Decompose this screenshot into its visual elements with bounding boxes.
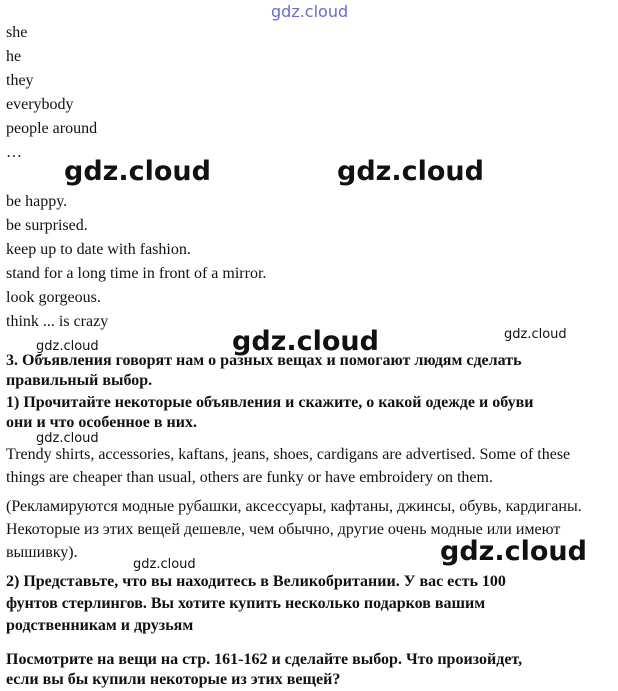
task3-subtask-3: Посмотрите на вещи на стр. 161-162 и сделайте выбор. Что произойдет, bbox=[6, 651, 523, 668]
watermark-big: gdz.cloud bbox=[232, 326, 379, 357]
phrase-item: think ... is crazy bbox=[6, 313, 109, 330]
watermark-small: gdz.cloud bbox=[36, 431, 99, 446]
watermark-small: gdz.cloud bbox=[36, 339, 99, 354]
watermark-small: gdz.cloud bbox=[133, 557, 196, 572]
task3-subtask-3: если вы бы купили некоторые из этих вещей? bbox=[6, 671, 341, 688]
phrase-item: look gorgeous. bbox=[6, 289, 101, 306]
watermark-big: gdz.cloud bbox=[440, 536, 587, 567]
task3-subtask-1: они и что особенное в них. bbox=[6, 414, 197, 431]
task3-subtask-2: фунтов стерлингов. Вы хотите купить несколько подарков вашим bbox=[6, 595, 486, 612]
phrase-item: be happy. bbox=[6, 193, 68, 210]
answer-russian: (Рекламируются модные рубашки, аксессуары, кафтаны, джинсы, обувь, кардиганы. Некоторые из этих вещей дешевле, чем обычно, другие очень модные или имеют вышивку). bbox=[6, 498, 582, 561]
subject-item: he bbox=[6, 48, 22, 65]
task3-heading: 3. Объявления говорят нам о разных вещах и помогают людям сделать bbox=[6, 352, 522, 369]
phrase-item: keep up to date with fashion. bbox=[6, 241, 191, 258]
answer-english: Trendy shirts, accessories, kaftans, jeans, shoes, cardigans are advertised. Some of these things are cheaper than usual, others are funky or have embroidery on them. bbox=[6, 446, 571, 486]
task3-subtask-1: 1) Прочитайте некоторые объявления и скажите, о какой одежде и обуви bbox=[6, 394, 534, 411]
phrase-item: be surprised. bbox=[6, 217, 88, 234]
subject-item: … bbox=[6, 144, 22, 161]
subject-item: everybody bbox=[6, 96, 74, 113]
watermark-big: gdz.cloud bbox=[337, 156, 484, 187]
phrase-item: stand for a long time in front of a mirror. bbox=[6, 265, 267, 282]
subject-item: she bbox=[6, 24, 28, 41]
task3-subtask-2: родственникам и друзьям bbox=[6, 617, 194, 634]
subject-item: they bbox=[6, 72, 34, 89]
watermark-top: gdz.cloud bbox=[271, 2, 349, 21]
subject-item: people around bbox=[6, 120, 98, 137]
task3-subtask-2: 2) Представьте, что вы находитесь в Великобритании. У вас есть 100 bbox=[6, 573, 506, 590]
task3-heading: правильный выбор. bbox=[6, 372, 153, 389]
watermark-small: gdz.cloud bbox=[504, 327, 567, 342]
watermark-big: gdz.cloud bbox=[64, 156, 211, 187]
